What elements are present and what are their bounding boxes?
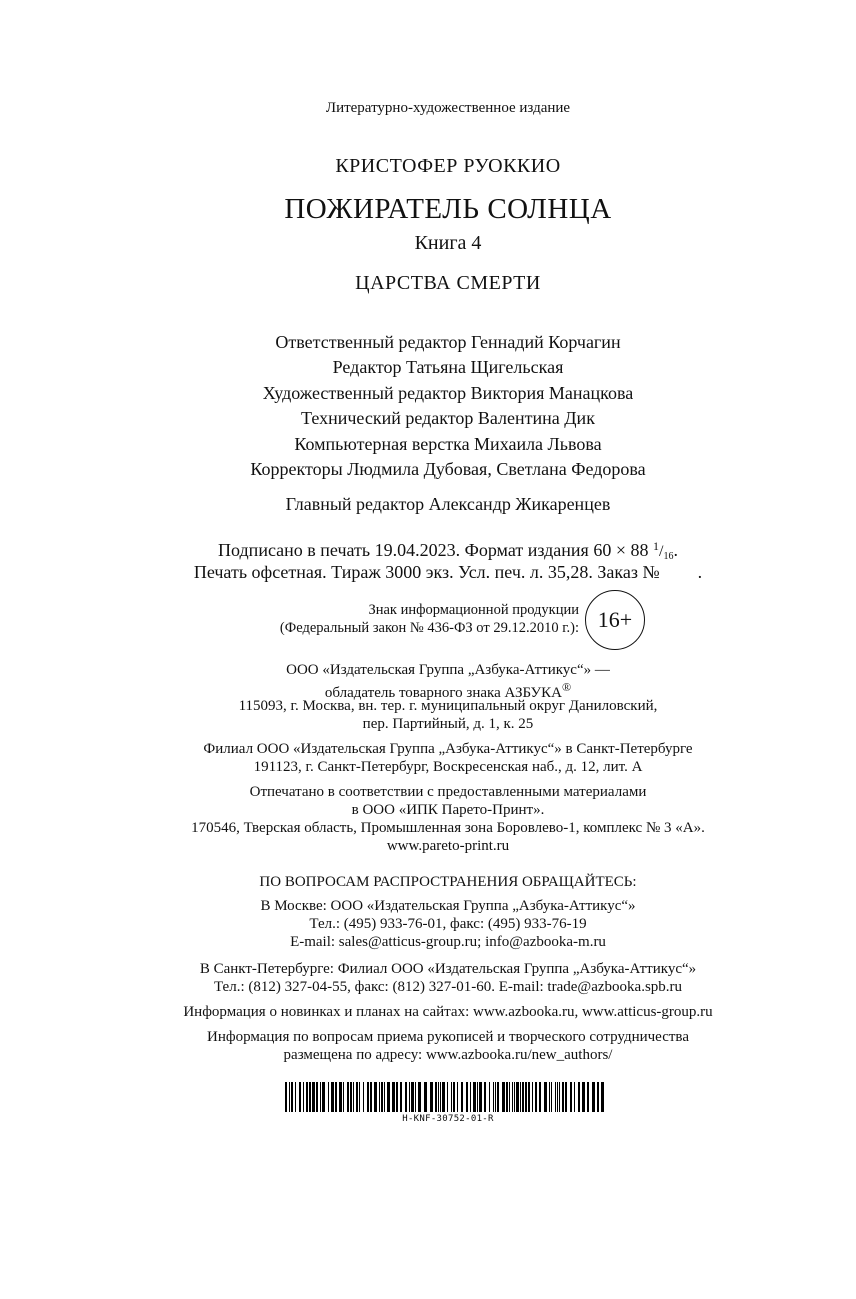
book-title: ЦАРСТВА СМЕРТИ [355,272,541,294]
credit-line: Художественный редактор Виктория Манацкова [262,383,634,403]
credit-line: Технический редактор Валентина Дик [301,408,595,428]
distribution-line: Тел.: (812) 327-04-55, факс: (812) 327-01-60. E-mail: trade@azbooka.spb.ru [213,979,683,995]
branch-line: 191123, г. Санкт-Петербург, Воскресенская наб., д. 12, лит. А [253,759,643,775]
format-fraction-numerator: 1 [652,539,659,553]
credit-line: Ответственный редактор Геннадий Корчагин [275,332,621,352]
age-rating-badge: 16+ [585,590,645,650]
print-run-text: Печать офсетная. Тираж 3000 экз. Усл. печ. л. 35,28. Заказ № [193,562,660,582]
publisher-line: 115093, г. Москва, вн. тер. г. муниципальный округ Даниловский, [238,698,658,714]
manuscripts-info: Информация по вопросам приема рукописей и творческого сотрудничества [207,1029,689,1045]
distribution-line: В Москве: ООО «Издательская Группа „Азбука-Аттикус“» [260,898,636,914]
printer-url: www.pareto-print.ru [386,838,510,854]
credit-line: Корректоры Людмила Дубовая, Светлана Федорова [250,459,646,479]
printer-line: в ООО «ИПК Парето-Принт». [351,802,545,818]
author-name: КРИСТОФЕР РУОККИО [335,155,561,177]
barcode-icon [285,1082,611,1112]
edition-type: Литературно-художественное издание [325,100,571,116]
chief-editor: Главный редактор Александр Жикаренцев [285,494,611,514]
printer-line: Отпечатано в соответствии с предоставленными материалами [249,784,647,800]
book-number: Книга 4 [414,232,482,254]
credit-line: Компьютерная верстка Михаила Львова [294,434,602,454]
distribution-line: E-mail: sales@atticus-group.ru; info@azbooka-m.ru [290,934,606,950]
registered-mark-icon: ® [562,680,572,694]
publisher-line: ООО «Издательская Группа „Азбука-Аттикус“» — [286,662,610,678]
print-info-line-1: Подписано в печать 19.04.2023. Формат издания 60 × 88 $^1/_{16}$. [218,539,678,562]
barcode-label: H-KNF-30752-01-R [402,1114,494,1124]
publisher-line: пер. Партийный, д. 1, к. 25 [362,716,534,732]
info-sign-line-2: (Федеральный закон № 436-ФЗ от 29.12.2010 г.): [279,620,579,636]
info-sign-line-1: Знак информационной продукции [368,602,579,618]
trademark-text: обладатель товарного знака АЗБУКА [324,685,563,701]
distribution-line: В Санкт-Петербурге: Филиал ООО «Издательская Группа „Азбука-Аттикус“» [199,961,697,977]
news-info: Информация о новинках и планах на сайтах: www.azbooka.ru, www.atticus-group.ru [183,1004,713,1020]
distribution-heading: ПО ВОПРОСАМ РАСПРОСТРАНЕНИЯ ОБРАЩАЙТЕСЬ: [259,874,637,890]
series-title: ПОЖИРАТЕЛЬ СОЛНЦА [284,193,612,225]
branch-line: Филиал ООО «Издательская Группа „Азбука-Аттикус“» в Санкт-Петербурге [203,741,693,757]
credit-line: Редактор Татьяна Щигельская [332,357,564,377]
print-run-period: . [697,562,703,582]
print-format-text: Подписано в печать 19.04.2023. Формат издания 60 × 88 [218,540,653,560]
print-info-line-2 [0,562,856,583]
printer-line: 170546, Тверская область, Промышленная зона Боровлево-1, комплекс № 3 «А». [191,820,705,836]
distribution-line: Тел.: (495) 933-76-01, факс: (495) 933-76-19 [309,916,587,932]
format-fraction-denominator: 16 [663,551,674,562]
manuscripts-info: размещена по адресу: www.azbooka.ru/new_authors/ [283,1047,613,1063]
